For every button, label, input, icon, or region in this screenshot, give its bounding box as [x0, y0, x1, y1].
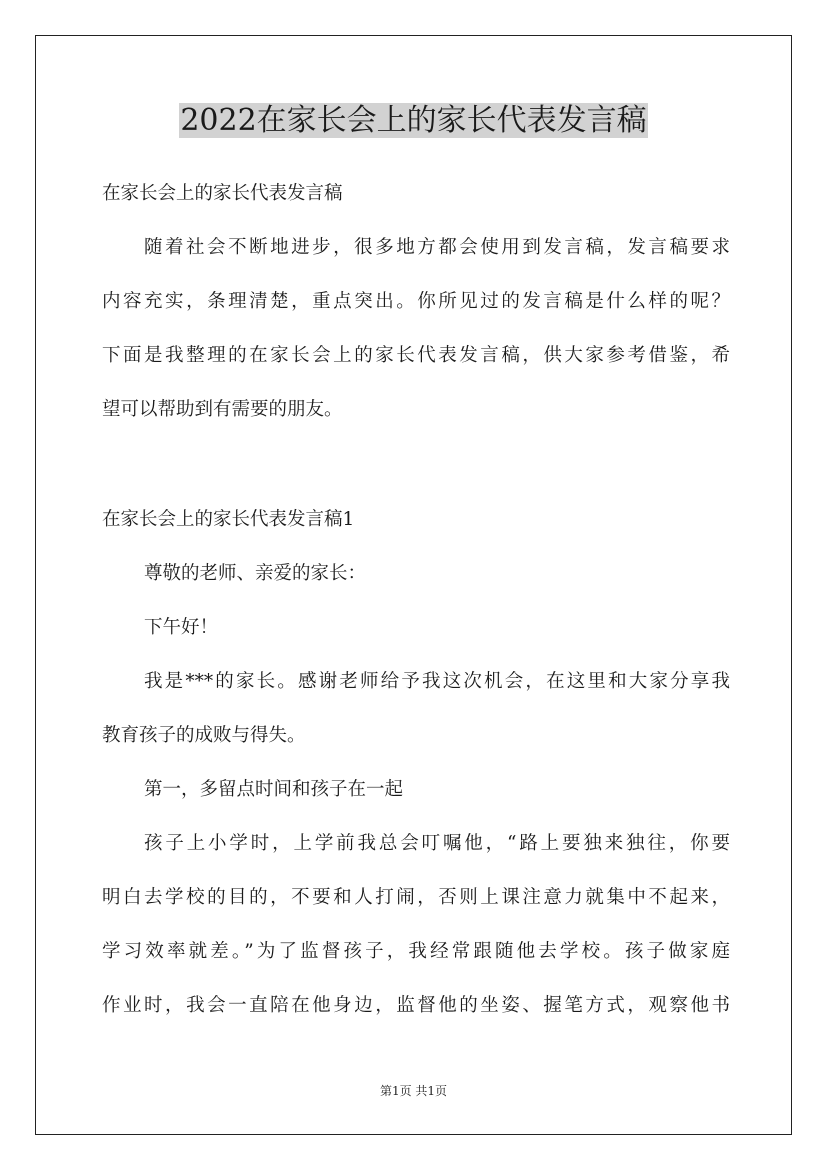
greeting-line: 下午好！ — [144, 617, 219, 638]
subheading-line: 第一，多留点时间和孩子在一起 — [144, 779, 404, 800]
document-title: 2022在家长会上的家长代表发言稿 — [180, 103, 647, 138]
paragraph-line: 明白去学校的目的，不要和人打闹，否则上课注意力就集中不起来， — [102, 887, 730, 908]
paragraph-line: 作业时，我会一直陪在他身边，监督他的坐姿、握笔方式，观察他书 — [102, 995, 730, 1016]
paragraph-line: 下面是我整理的在家长会上的家长代表发言稿，供大家参考借鉴，希 — [102, 345, 730, 366]
paragraph-line: 孩子上小学时，上学前我总会叮嘱他，“路上要独来独往，你要 — [144, 833, 730, 854]
paragraph-line: 我是***的家长。感谢老师给予我这次机会，在这里和大家分享我 — [144, 671, 730, 692]
paragraph-line: 望可以帮助到有需要的朋友。 — [102, 399, 343, 420]
section-heading: 在家长会上的家长代表发言稿1 — [102, 509, 355, 530]
paragraph-line: 内容充实，条理清楚，重点突出。你所见过的发言稿是什么样的呢？ — [102, 291, 730, 312]
salutation-line: 尊敬的老师、亲爱的家长： — [144, 563, 367, 584]
paragraph-line: 随着社会不断地进步，很多地方都会使用到发言稿，发言稿要求 — [144, 237, 730, 258]
paragraph-line: 学习效率就差。”为了监督孩子，我经常跟随他去学校。孩子做家庭 — [102, 941, 730, 962]
paragraph-line: 教育孩子的成败与得失。 — [102, 725, 306, 746]
section-heading: 在家长会上的家长代表发言稿 — [102, 183, 343, 204]
page-number: 第1页 共1页 — [379, 1084, 448, 1098]
